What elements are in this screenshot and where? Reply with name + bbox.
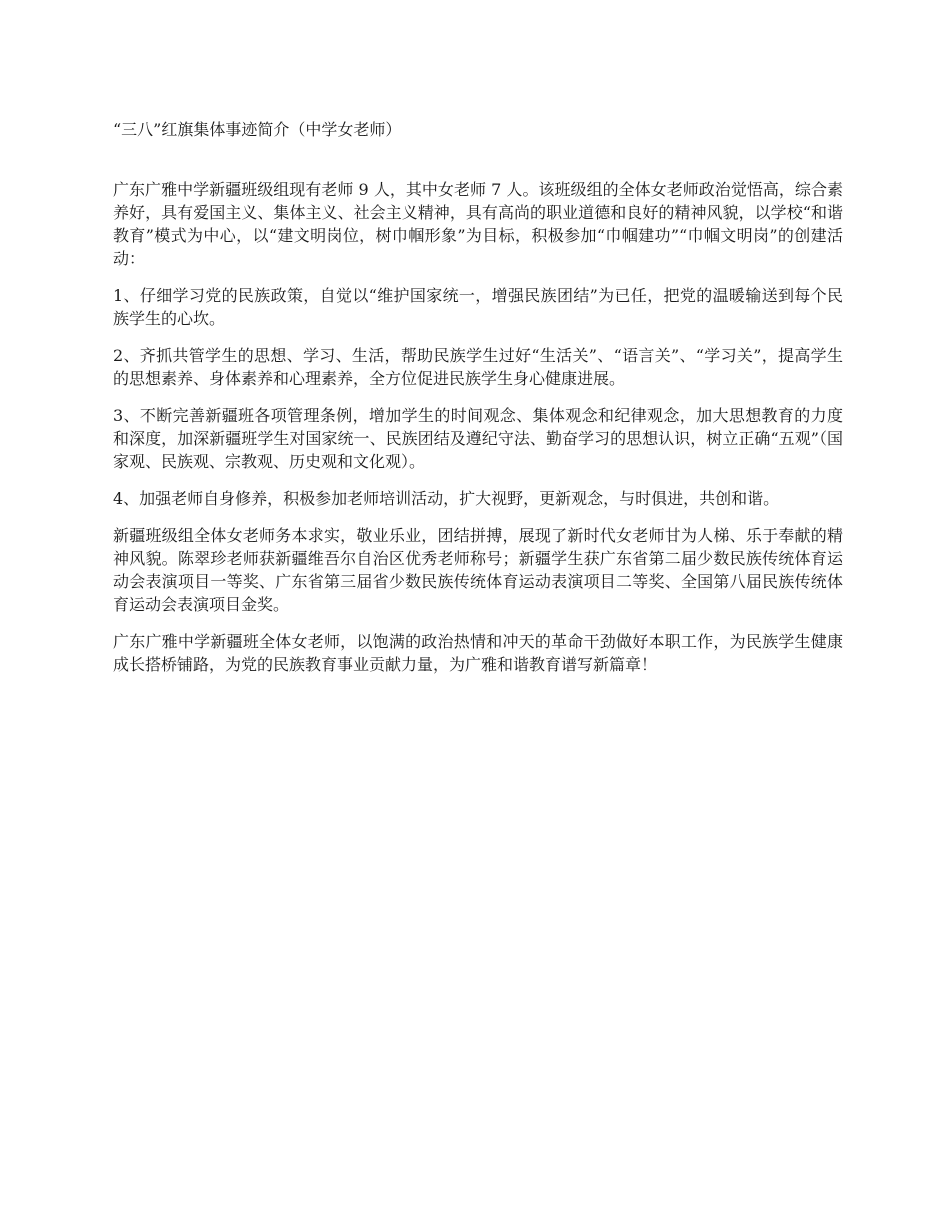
item-3-paragraph: 3、不断完善新疆班各项管理条例，增加学生的时间观念、集体观念和纪律观念，加大思想教育的力度和深度，加深新疆班学生对国家统一、民族团结及遵纪守法、勤奋学习的思想认识，树立正确“五观”（国家观、民族观、宗教观、历史观和文化观）。 [113, 406, 843, 471]
item-4-paragraph: 4、加强老师自身修养，积极参加老师培训活动，扩大视野，更新观念，与时俱进，共创和谐。 [113, 489, 780, 508]
achievements-paragraph: 新疆班级组全体女老师务本求实，敬业乐业，团结拼搏，展现了新时代女老师甘为人梯、乐于奉献的精神风貌。陈翠珍老师获新疆维吾尔自治区优秀老师称号；新疆学生获广东省第二届少数民族传统体育运动会表演项目一等奖、广东省第三届省少数民族传统体育运动表演项目二等奖、全国第八届民族传统体育运动会表演项目金奖。 [113, 526, 843, 614]
document-page [113, 118, 843, 690]
intro-paragraph: 广东广雅中学新疆班级组现有老师 9 人，其中女老师 7 人。该班级组的全体女老师政治觉悟高，综合素养好，具有爱国主义、集体主义、社会主义精神，具有高尚的职业道德和良好的精神风貌，以学校“和谐教育”模式为中心，以“建文明岗位，树巾帼形象”为目标，积极参加“巾帼建功”“巾帼文明岗”的创建活动： [113, 180, 843, 268]
item-1-paragraph: 1、仔细学习党的民族政策，自觉以“维护国家统一，增强民族团结”为已任，把党的温暖输送到每个民族学生的心坎。 [113, 286, 843, 328]
item-2-paragraph: 2、齐抓共管学生的思想、学习、生活，帮助民族学生过好“生活关”、“语言关”、“学习关”，提高学生的思想素养、身体素养和心理素养，全方位促进民族学生身心健康进展。 [113, 346, 843, 388]
closing-paragraph: 广东广雅中学新疆班全体女老师，以饱满的政治热情和冲天的革命干劲做好本职工作，为民族学生健康成长搭桥铺路，为党的民族教育事业贡献力量，为广雅和谐教育谱写新篇章！ [113, 632, 843, 674]
document-title: “三八”红旗集体事迹简介（中学女老师） [113, 120, 402, 139]
